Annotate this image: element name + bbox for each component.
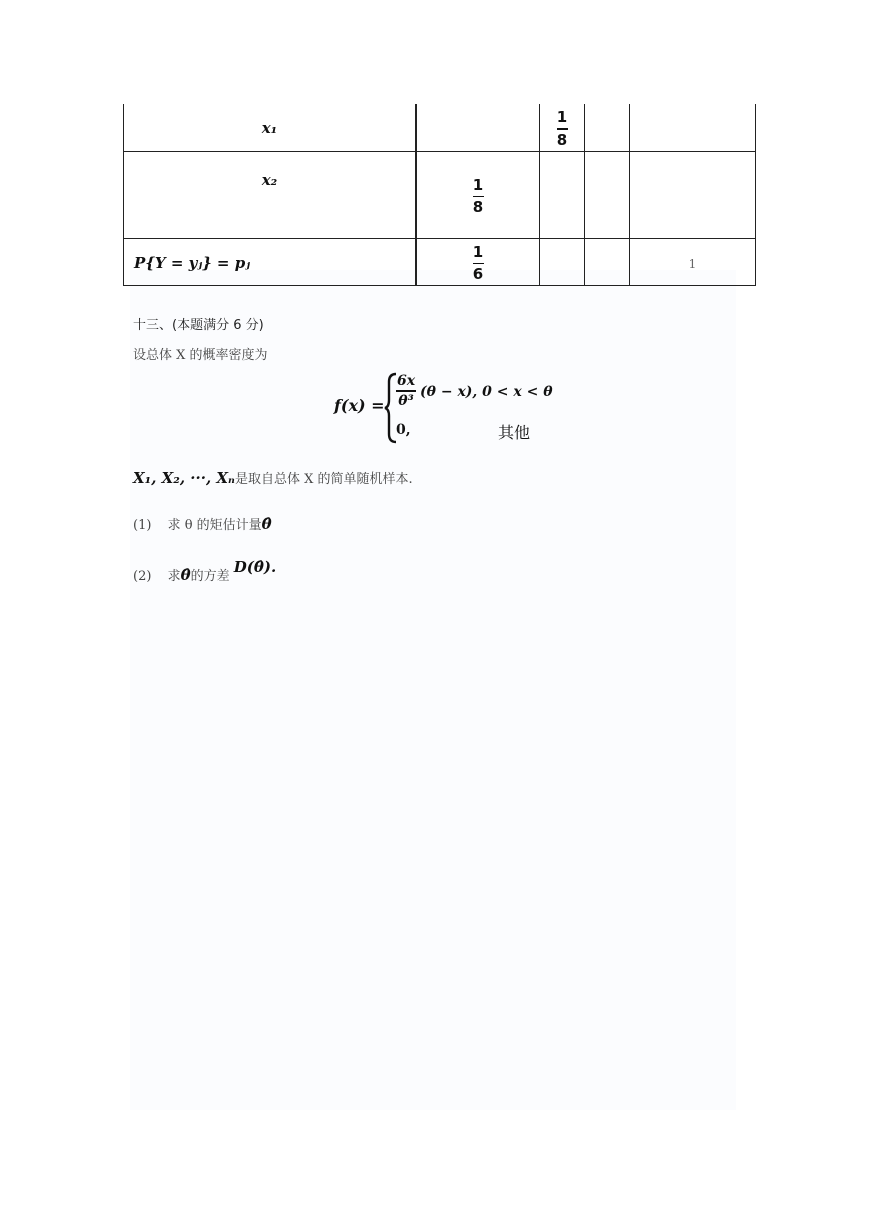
row-label-x2: x₂	[124, 152, 417, 239]
theta-hat: θ̂	[261, 515, 272, 533]
table-cell	[540, 152, 585, 239]
table-cell	[416, 152, 540, 239]
table-cell	[585, 104, 630, 152]
theta-hat: θ̂	[180, 566, 191, 584]
table-row	[124, 152, 756, 239]
table-cell	[630, 104, 756, 152]
row-label-x1: x₁	[124, 104, 417, 152]
row-label-marginal: P{Y = yⱼ} = pⱼ	[124, 239, 417, 286]
question-text: 求	[167, 569, 181, 584]
table-cell	[585, 239, 630, 286]
formula-lhs: f(x) =	[334, 396, 385, 415]
variance-expression: D(θ̂).	[233, 558, 277, 576]
problem-intro: 设总体 X 的概率密度为	[133, 348, 268, 363]
case2-label: 其他	[498, 423, 531, 442]
question-text: 的方差	[190, 569, 230, 584]
table-cell	[416, 104, 540, 152]
question-number: (2)	[133, 569, 152, 584]
fraction: $\frac{1}{8}$	[472, 175, 484, 217]
case1-fraction: 6x θ³	[396, 373, 416, 409]
question-1	[133, 514, 272, 533]
table-cell	[540, 104, 585, 152]
table-row	[124, 104, 756, 152]
sample-line	[133, 468, 413, 487]
table-cell-total: 1	[630, 239, 756, 286]
problem-heading: 十三、(本题满分 6 分)	[133, 318, 264, 333]
question-text: 求 θ 的矩估计量	[167, 518, 262, 533]
sample-variables: X₁, X₂, ···, Xₙ	[133, 469, 235, 487]
fraction: $\frac{1}{6}$	[472, 242, 484, 284]
fraction: $\frac{1}{8}$	[556, 108, 568, 149]
table-row	[124, 239, 756, 286]
case2-value: 0,	[396, 422, 411, 438]
distribution-table	[123, 104, 756, 286]
table-cell	[585, 152, 630, 239]
table-cell	[416, 239, 540, 286]
table-cell	[630, 152, 756, 239]
question-2	[133, 558, 277, 584]
table-cell	[540, 239, 585, 286]
question-number: (1)	[133, 518, 152, 533]
sample-text: 是取自总体 X 的简单随机样本.	[234, 472, 413, 487]
case1-tail: (θ − x), 0 < x < θ	[420, 384, 553, 400]
